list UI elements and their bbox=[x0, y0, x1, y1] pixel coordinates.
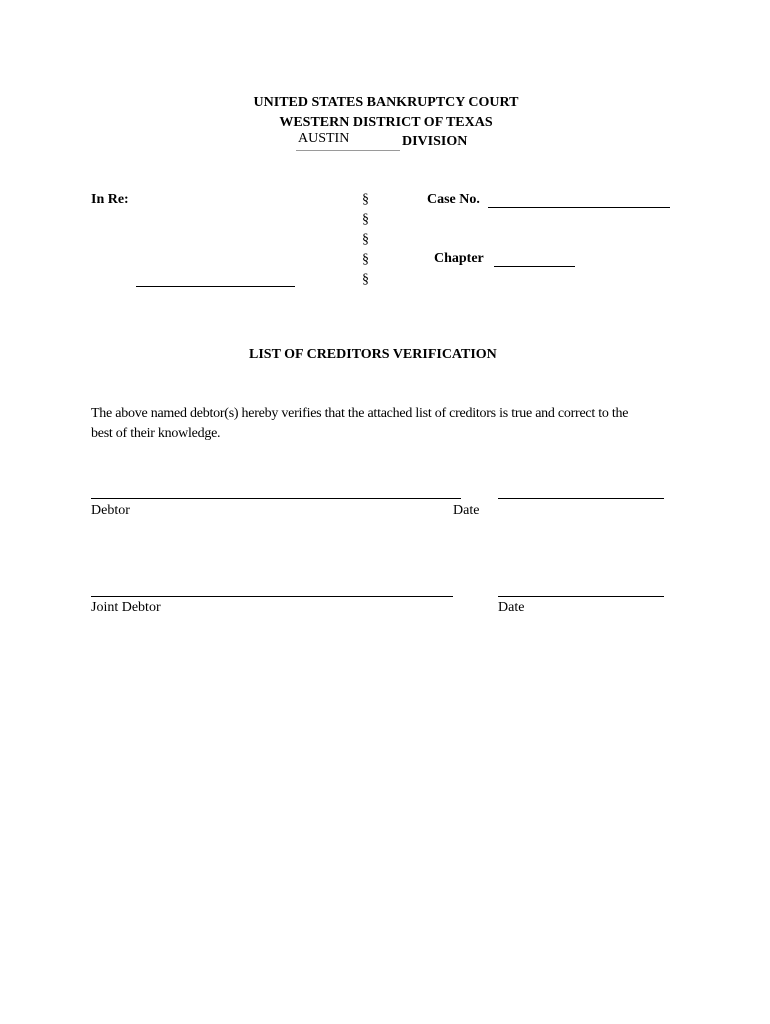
debtor-signature-line[interactable] bbox=[91, 498, 461, 499]
document-title: LIST OF CREDITORS VERIFICATION bbox=[249, 347, 497, 362]
debtor-label: Debtor bbox=[91, 503, 130, 518]
division-city-underline bbox=[296, 150, 400, 151]
division-label: DIVISION bbox=[402, 134, 468, 149]
chapter-field[interactable] bbox=[494, 266, 575, 267]
verification-text-line-1: The above named debtor(s) hereby verifies that the attached list of creditors is true and correct to the bbox=[91, 406, 629, 421]
case-no-field[interactable] bbox=[488, 207, 670, 208]
section-mark: § bbox=[362, 252, 369, 267]
case-no-label: Case No. bbox=[427, 192, 480, 207]
debtor-date-line[interactable] bbox=[498, 498, 664, 499]
division-city-field[interactable]: AUSTIN bbox=[298, 131, 350, 146]
joint-debtor-date-line[interactable] bbox=[498, 596, 664, 597]
section-mark: § bbox=[362, 232, 369, 247]
debtor-name-field[interactable] bbox=[136, 286, 295, 287]
in-re-label: In Re: bbox=[91, 192, 129, 207]
joint-debtor-signature-line[interactable] bbox=[91, 596, 453, 597]
verification-text-line-2: best of their knowledge. bbox=[91, 426, 221, 441]
court-name: UNITED STATES BANKRUPTCY COURT bbox=[253, 95, 519, 110]
chapter-label: Chapter bbox=[434, 251, 484, 266]
joint-debtor-date-label: Date bbox=[498, 600, 525, 615]
district-name: WESTERN DISTRICT OF TEXAS bbox=[279, 115, 493, 130]
section-mark: § bbox=[362, 212, 369, 227]
debtor-date-label: Date bbox=[453, 503, 480, 518]
joint-debtor-label: Joint Debtor bbox=[91, 600, 161, 615]
section-mark: § bbox=[362, 192, 369, 207]
section-mark: § bbox=[362, 272, 369, 287]
